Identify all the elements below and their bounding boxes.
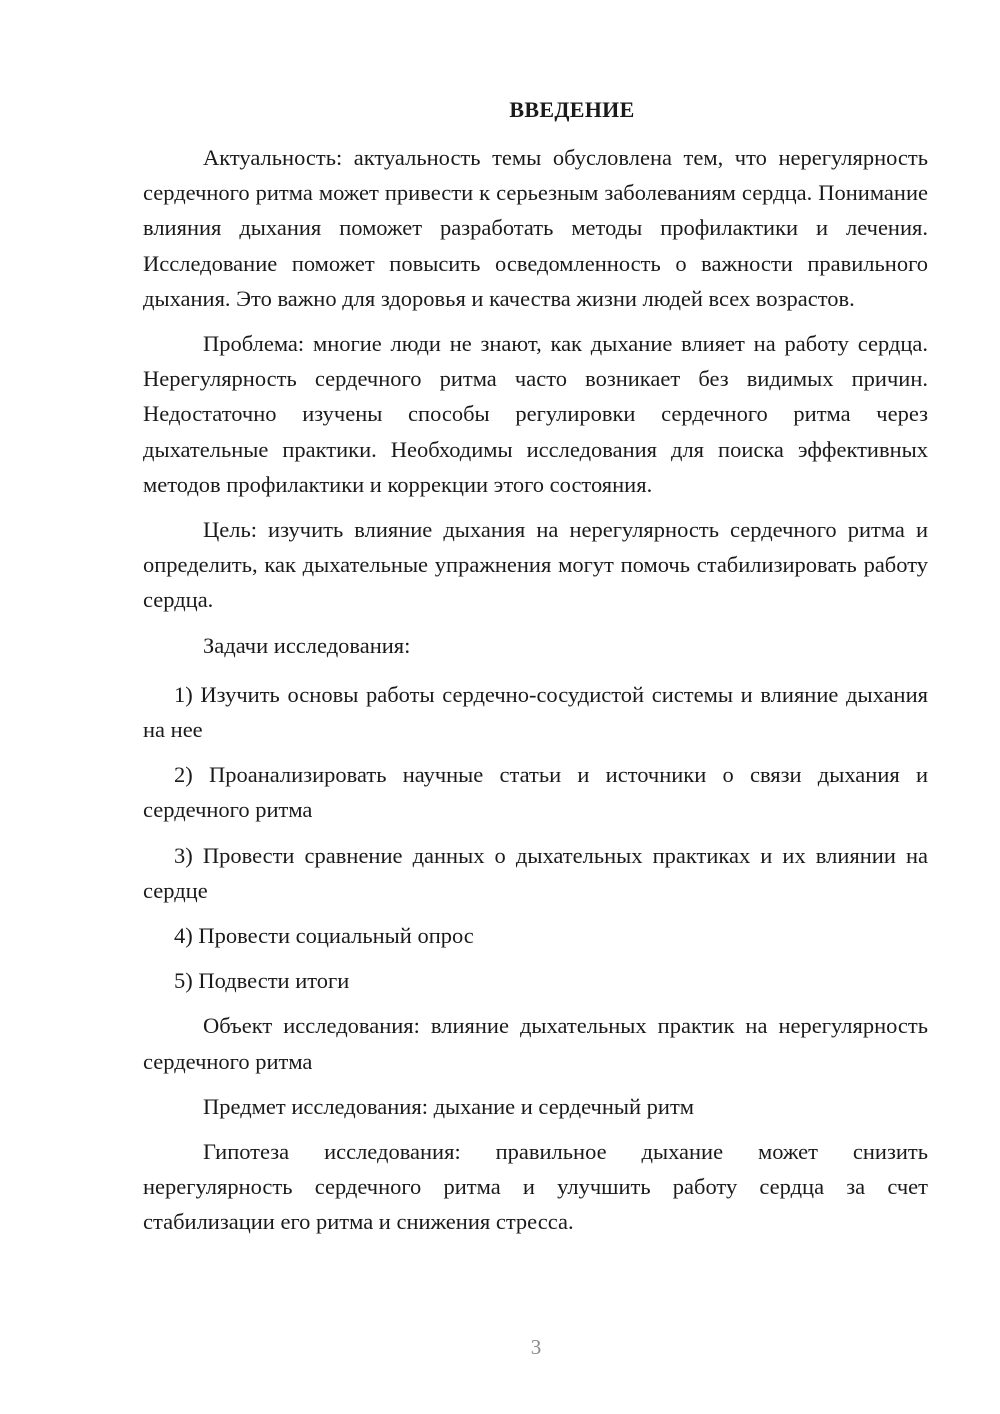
task-item-2: 2) Проанализировать научные статьи и источники о связи дыхания и сердечного ритма [143,762,928,823]
relevance-paragraph: Актуальность: актуальность темы обусловлена тем, что нерегулярность сердечного ритма может привести к серьезным заболеваниям сердца. Понимание влияния дыхания поможет разработать методы профилактики и лечения. Исследование поможет повысить осведомленность о важности правильного дыхания. Это важно для здоровья и качества жизни людей всех возрастов. [143,145,928,311]
object-paragraph: Объект исследования: влияние дыхательных практик на нерегулярность сердечного ритма [143,1013,928,1074]
goal-paragraph: Цель: изучить влияние дыхания на нерегулярность сердечного ритма и определить, как дыхательные упражнения могут помочь стабилизировать работу сердца. [143,517,928,613]
task-item-5: 5) Подвести итоги [174,968,350,994]
hypothesis-paragraph: Гипотеза исследования: правильное дыхание может снизить нерегулярность сердечного ритма и улучшить работу сердца за счет стабилизации его ритма и снижения стресса. [143,1139,928,1235]
subject-paragraph: Предмет исследования: дыхание и сердечный ритм [203,1093,695,1119]
tasks-heading: Задачи исследования: [203,632,411,658]
page-content [143,93,928,1240]
task-item-4: 4) Провести социальный опрос [174,923,474,949]
problem-paragraph: Проблема: многие люди не знают, как дыхание влияет на работу сердца. Нерегулярность сердечного ритма часто возникает без видимых причин. Недостаточно изучены способы регулировки сердечного ритма через дыхательные практики. Необходимы исследования для поиска эффективных методов профилактики и коррекции этого состояния. [143,331,928,497]
section-title: ВВЕДЕНИЕ [509,97,635,122]
task-item-3: 3) Провести сравнение данных о дыхательных практиках и их влиянии на сердце [143,842,928,903]
task-item-1: 1) Изучить основы работы сердечно-сосудистой системы и влияние дыхания на нее [143,681,928,743]
page-number: 3 [530,1335,542,1359]
